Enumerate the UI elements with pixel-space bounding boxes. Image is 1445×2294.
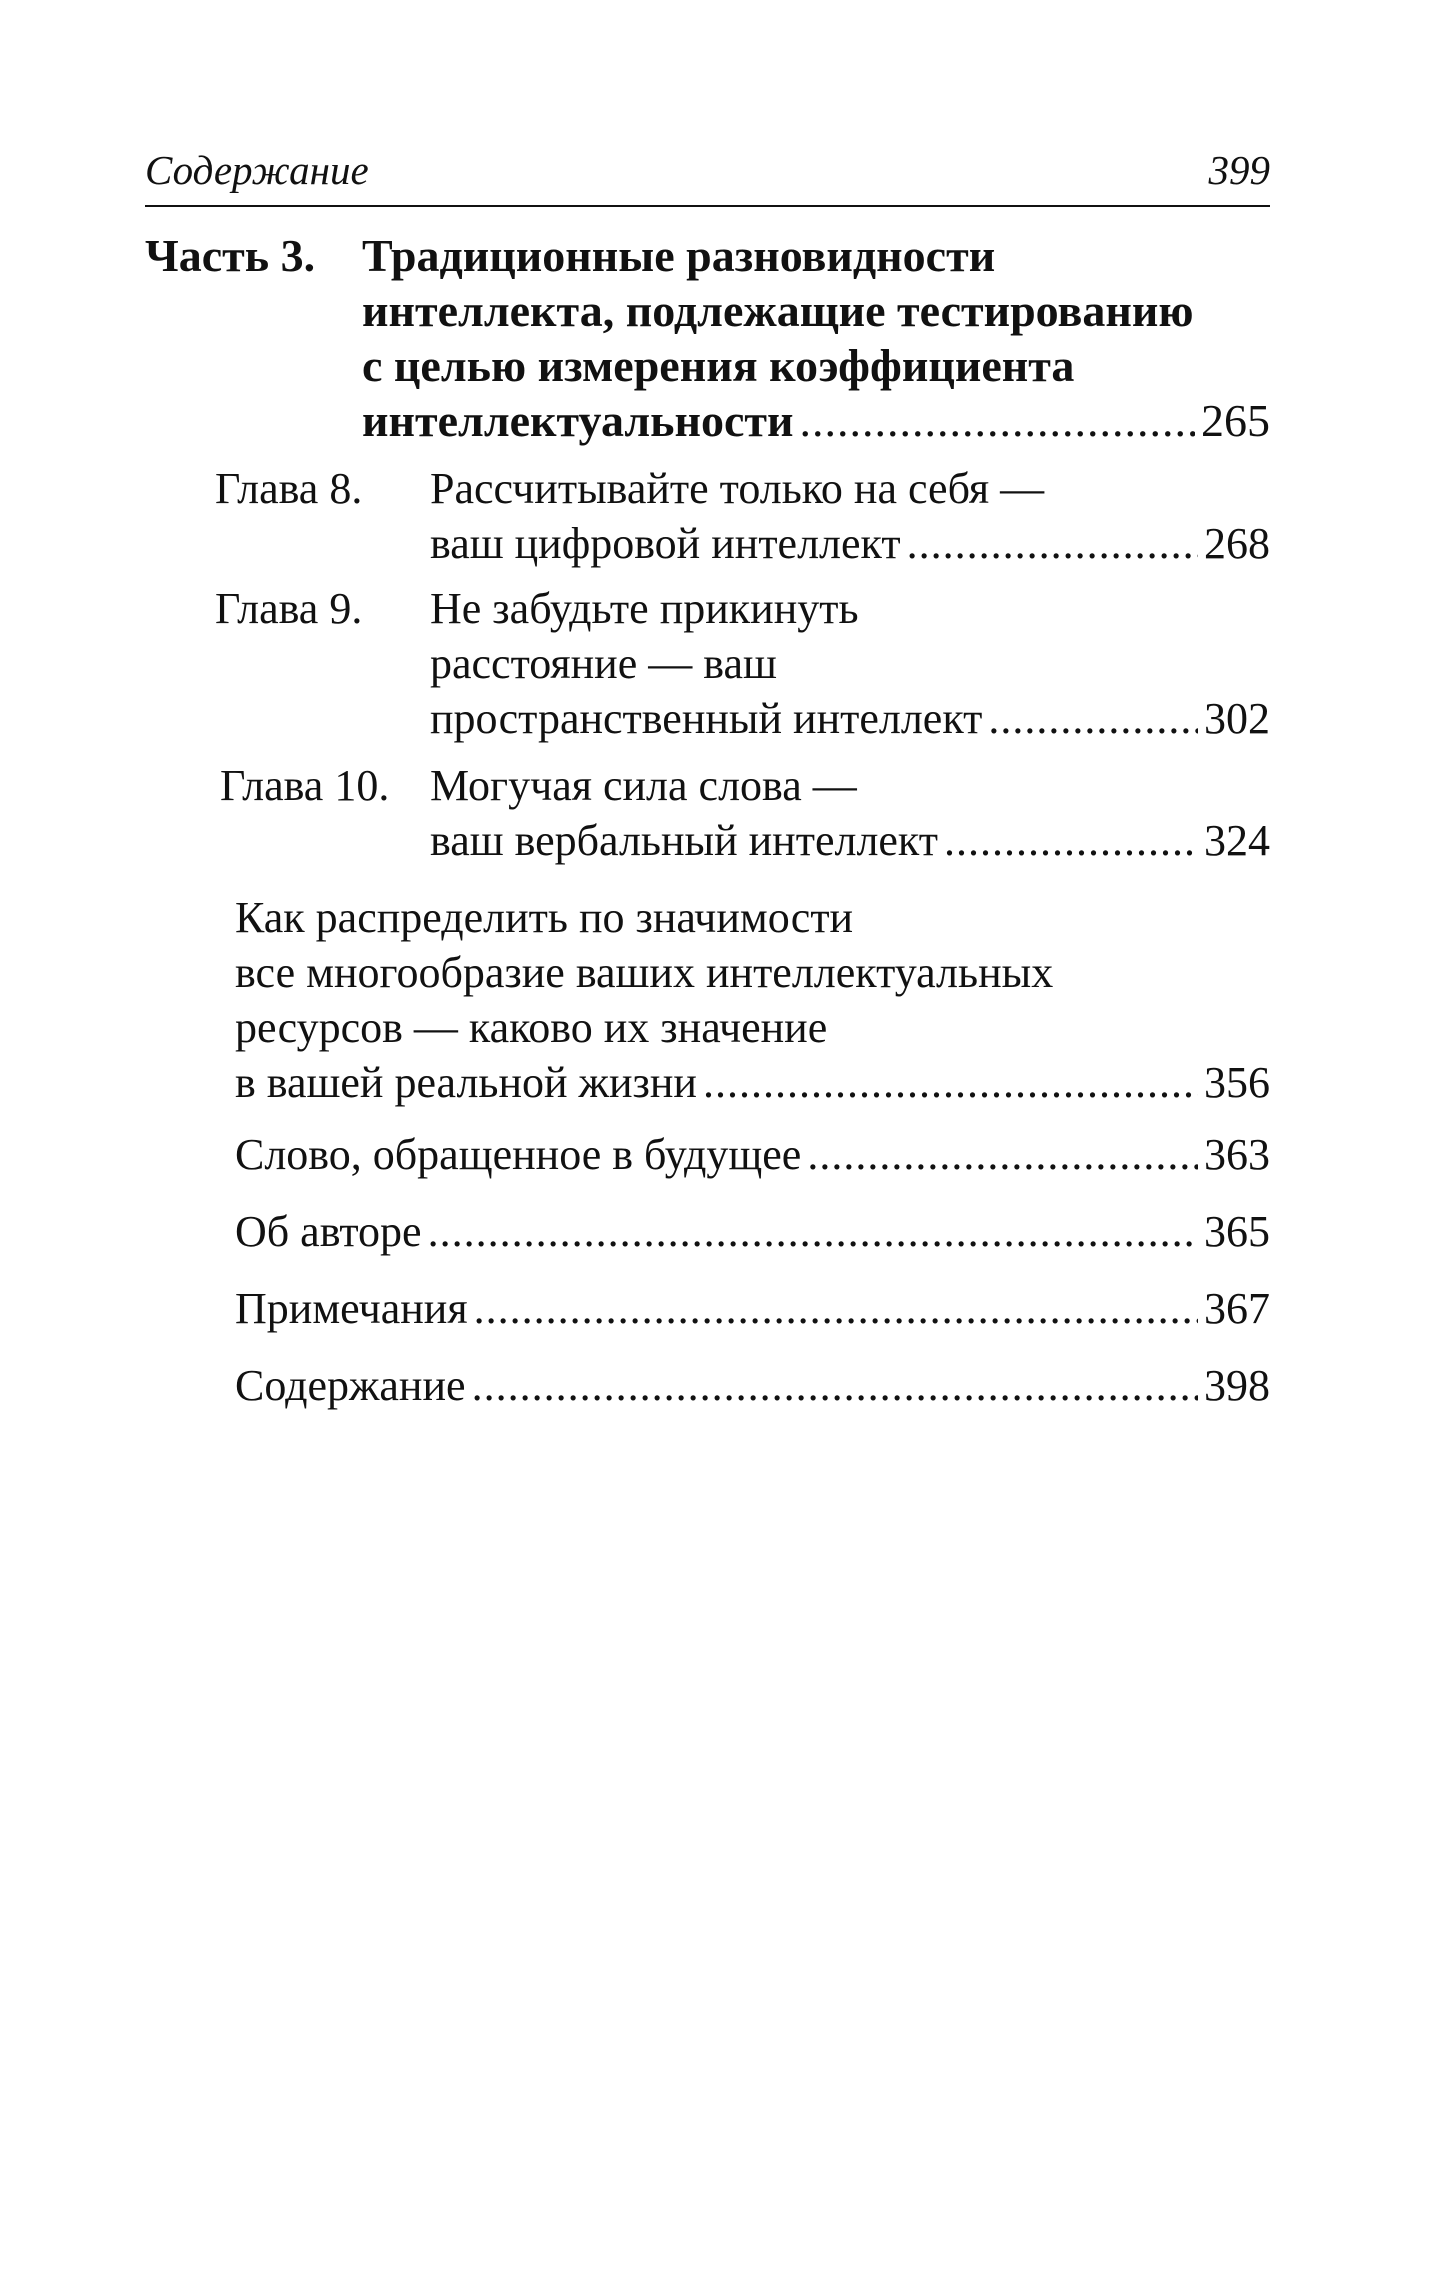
dot-leader xyxy=(428,1204,1198,1259)
page-ref: 365 xyxy=(1204,1207,1270,1256)
chapter-title-line: ваш вербальный интеллект xyxy=(430,816,938,865)
dot-leader xyxy=(800,393,1196,448)
dot-leader xyxy=(703,1055,1198,1110)
section-title-last-line xyxy=(235,1055,1270,1110)
toc-section-notes[interactable] xyxy=(235,1281,1270,1336)
part-title-line: интеллектуальности xyxy=(362,395,794,446)
chapter-label: Глава 8. xyxy=(215,464,363,513)
section-title-line: все многообразие ваших интеллектуальных xyxy=(235,948,1054,997)
toc-part-3[interactable] xyxy=(145,228,1270,448)
toc-section-author[interactable] xyxy=(235,1204,1270,1259)
section-title-line: Как распределить по значимости xyxy=(235,893,854,942)
section-title-last-line xyxy=(235,1204,1270,1259)
chapter-title-last-line xyxy=(430,691,1270,746)
chapter-title-last-line xyxy=(430,813,1270,868)
toc-chapter-9[interactable] xyxy=(215,581,1270,746)
chapter-title-line: Могучая сила слова — xyxy=(430,761,857,810)
dot-leader xyxy=(472,1358,1198,1413)
section-title-line: Об авторе xyxy=(235,1207,422,1256)
chapter-label: Глава 10. xyxy=(220,761,390,810)
chapter-label: Глава 9. xyxy=(215,584,363,633)
section-title-line: Слово, обращенное в будущее xyxy=(235,1130,802,1179)
toc-section-resources[interactable] xyxy=(235,890,1270,1110)
page-ref: 367 xyxy=(1204,1284,1270,1333)
dot-leader xyxy=(988,691,1198,746)
part-title-line: интеллекта, подлежащие тестированию xyxy=(362,285,1194,336)
page-number: 399 xyxy=(1208,147,1270,193)
page-ref: 324 xyxy=(1204,816,1270,865)
chapter-title-line: пространственный интеллект xyxy=(430,694,983,743)
dot-leader xyxy=(907,516,1198,571)
page-ref: 398 xyxy=(1204,1361,1270,1410)
section-title-line: ресурсов — каково их значение xyxy=(235,1003,828,1052)
chapter-title-last-line xyxy=(430,516,1270,571)
page-ref: 265 xyxy=(1201,395,1270,446)
part-label: Часть 3. xyxy=(145,230,316,281)
page-ref: 268 xyxy=(1204,519,1270,568)
section-title: Содержание xyxy=(145,147,369,193)
toc-section-contents[interactable] xyxy=(235,1358,1270,1413)
chapter-title-line: Рассчитывайте только на себя — xyxy=(430,464,1045,513)
section-title-line: в вашей реальной жизни xyxy=(235,1058,697,1107)
toc-chapter-10[interactable] xyxy=(220,758,1270,868)
dot-leader xyxy=(944,813,1198,868)
toc-section-future[interactable] xyxy=(235,1127,1270,1182)
running-header xyxy=(145,147,1270,207)
section-title-last-line xyxy=(235,1358,1270,1413)
chapter-title-line: ваш цифровой интеллект xyxy=(430,519,901,568)
section-title-last-line xyxy=(235,1281,1270,1336)
dot-leader xyxy=(807,1127,1198,1182)
dot-leader xyxy=(474,1281,1198,1336)
section-title-line: Содержание xyxy=(235,1361,466,1410)
chapter-title-line: Не забудьте прикинуть xyxy=(430,584,859,633)
toc-chapter-8[interactable] xyxy=(215,461,1270,571)
page-ref: 363 xyxy=(1204,1130,1270,1179)
chapter-title-line: расстояние — ваш xyxy=(430,639,777,688)
page-ref: 356 xyxy=(1204,1058,1270,1107)
part-title-line: с целью измерения коэффициента xyxy=(362,340,1075,391)
part-title-line: Традиционные разновидности xyxy=(362,230,996,281)
part-title-last-line xyxy=(362,393,1270,448)
section-title-line: Примечания xyxy=(235,1284,468,1333)
section-title-last-line xyxy=(235,1127,1270,1182)
page-ref: 302 xyxy=(1204,694,1270,743)
